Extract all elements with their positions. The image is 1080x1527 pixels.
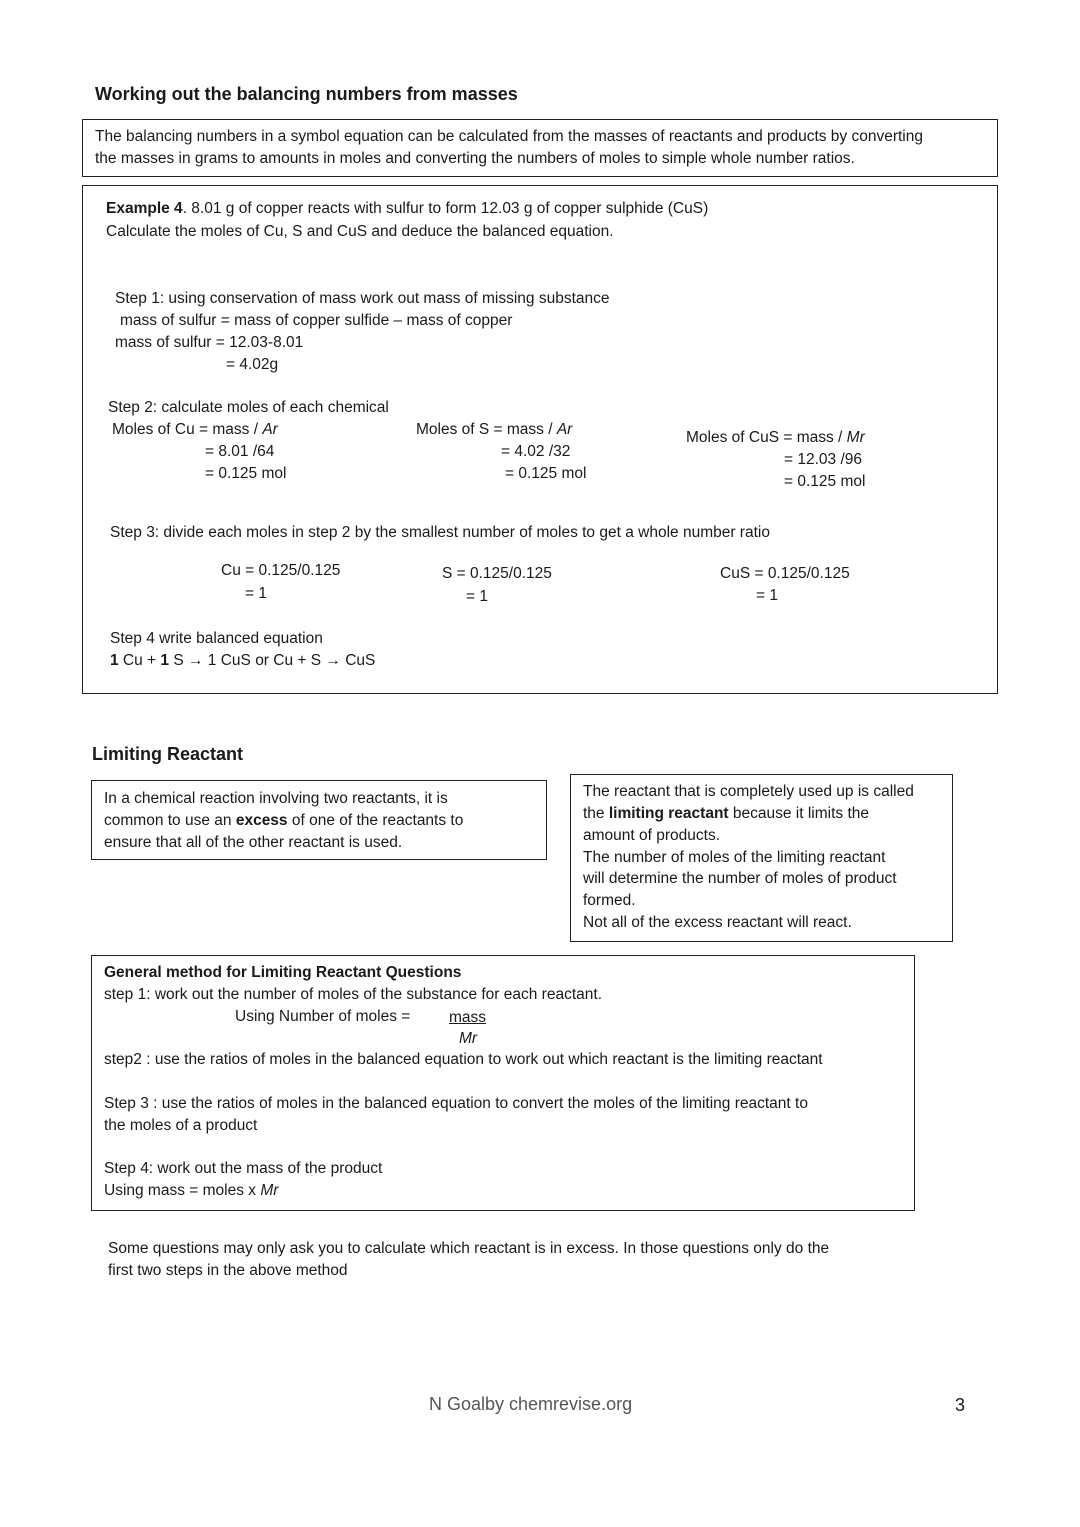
step1-line-2: mass of sulfur = 12.03-8.01	[115, 334, 304, 351]
note-line-1: Some questions may only ask you to calculate which reactant is in excess. In those questions only do the	[108, 1240, 830, 1257]
step3-cu-result: = 1	[245, 585, 267, 602]
intro-box	[82, 119, 998, 177]
formula-numerator: mass	[449, 1009, 487, 1026]
excess-box	[91, 780, 547, 860]
example-box	[82, 185, 998, 694]
page-number: 3	[955, 1395, 966, 1415]
step3-cus: CuS = 0.125/0.125	[720, 565, 850, 582]
note-line-2: first two steps in the above method	[108, 1262, 348, 1279]
limiting-line-4: The number of moles of the limiting reactant	[583, 849, 886, 866]
step2-title: Step 2: calculate moles of each chemical	[108, 399, 389, 416]
step2-s-line-2: = 4.02 /32	[501, 443, 571, 460]
example-subtitle: Calculate the moles of Cu, S and CuS and deduce the balanced equation.	[106, 223, 614, 240]
intro-line-1: The balancing numbers in a symbol equation can be calculated from the masses of reactants and products by converting	[95, 128, 923, 145]
section-heading-limiting: Limiting Reactant	[92, 744, 244, 764]
intro-line-2: the masses in grams to amounts in moles and converting the numbers of moles to simple whole number ratios.	[95, 150, 855, 167]
footer-credit: N Goalby chemrevise.org	[429, 1394, 633, 1414]
example-label: Example 4	[106, 200, 183, 217]
excess-line-3: ensure that all of the other reactant is used.	[104, 834, 403, 851]
step2-cus-label: Moles of CuS = mass / Mr	[686, 429, 865, 446]
section-heading-balancing: Working out the balancing numbers from masses	[95, 84, 518, 104]
step3-s-result: = 1	[466, 588, 488, 605]
step2-cus-line-2: = 12.03 /96	[784, 451, 862, 468]
step1-line-1: mass of sulfur = mass of copper sulfide – mass of copper	[120, 312, 513, 329]
example-title-text: . 8.01 g of copper reacts with sulfur to form 12.03 g of copper sulphide (CuS)	[182, 200, 709, 217]
limiting-line-6: formed.	[583, 892, 636, 909]
limiting-line-7: Not all of the excess reactant will react.	[583, 914, 852, 931]
step1-title: Step 1: using conservation of mass work out mass of missing substance	[115, 290, 610, 307]
step2-s-line-3: = 0.125 mol	[505, 465, 587, 482]
method-moles-formula: Using Number of moles =	[235, 1008, 411, 1025]
general-method-box	[91, 955, 915, 1211]
limiting-line-1: The reactant that is completely used up is called	[583, 783, 914, 800]
limiting-definition-box	[570, 774, 953, 942]
method-step-4-line-1: Step 4: work out the mass of the product	[104, 1160, 383, 1177]
step3-s: S = 0.125/0.125	[442, 565, 552, 582]
step3-cu: Cu = 0.125/0.125	[221, 562, 341, 579]
formula-denominator: Mr	[459, 1030, 478, 1047]
step4-title: Step 4 write balanced equation	[110, 630, 323, 647]
excess-line-1: In a chemical reaction involving two reactants, it is	[104, 790, 448, 807]
balanced-equation: 1 Cu + 1 S → 1 CuS or Cu + S → CuS	[110, 652, 376, 669]
method-step-2: step2 : use the ratios of moles in the balanced equation to work out which reactant is the limiting reactant	[104, 1051, 823, 1068]
limiting-line-5: will determine the number of moles of product	[583, 870, 897, 887]
limiting-line-3: amount of products.	[583, 827, 720, 844]
step2-cu-line-3: = 0.125 mol	[205, 465, 287, 482]
step1-line-3: = 4.02g	[226, 356, 279, 373]
step2-s-label: Moles of S = mass / Ar	[416, 421, 573, 438]
method-step-3-line-2: the moles of a product	[104, 1117, 258, 1134]
method-step-1: step 1: work out the number of moles of the substance for each reactant.	[104, 986, 602, 1003]
example-title	[106, 198, 708, 220]
excess-line-2: common to use an excess of one of the reactants to	[104, 812, 464, 829]
method-step-4-line-2: Using mass = moles x Mr	[104, 1182, 279, 1199]
step2-cu-line-2: = 8.01 /64	[205, 443, 275, 460]
step2-cus-line-3: = 0.125 mol	[784, 473, 866, 490]
step3-cus-result: = 1	[756, 587, 778, 604]
limiting-line-2: the limiting reactant because it limits the	[583, 805, 870, 822]
method-title: General method for Limiting Reactant Questions	[104, 964, 462, 981]
method-step-3-line-1: Step 3 : use the ratios of moles in the balanced equation to convert the moles of the limiting reactant to	[104, 1095, 808, 1112]
step3-title: Step 3: divide each moles in step 2 by the smallest number of moles to get a whole number ratio	[110, 524, 770, 541]
step2-cu-label: Moles of Cu = mass / Ar	[112, 421, 278, 438]
